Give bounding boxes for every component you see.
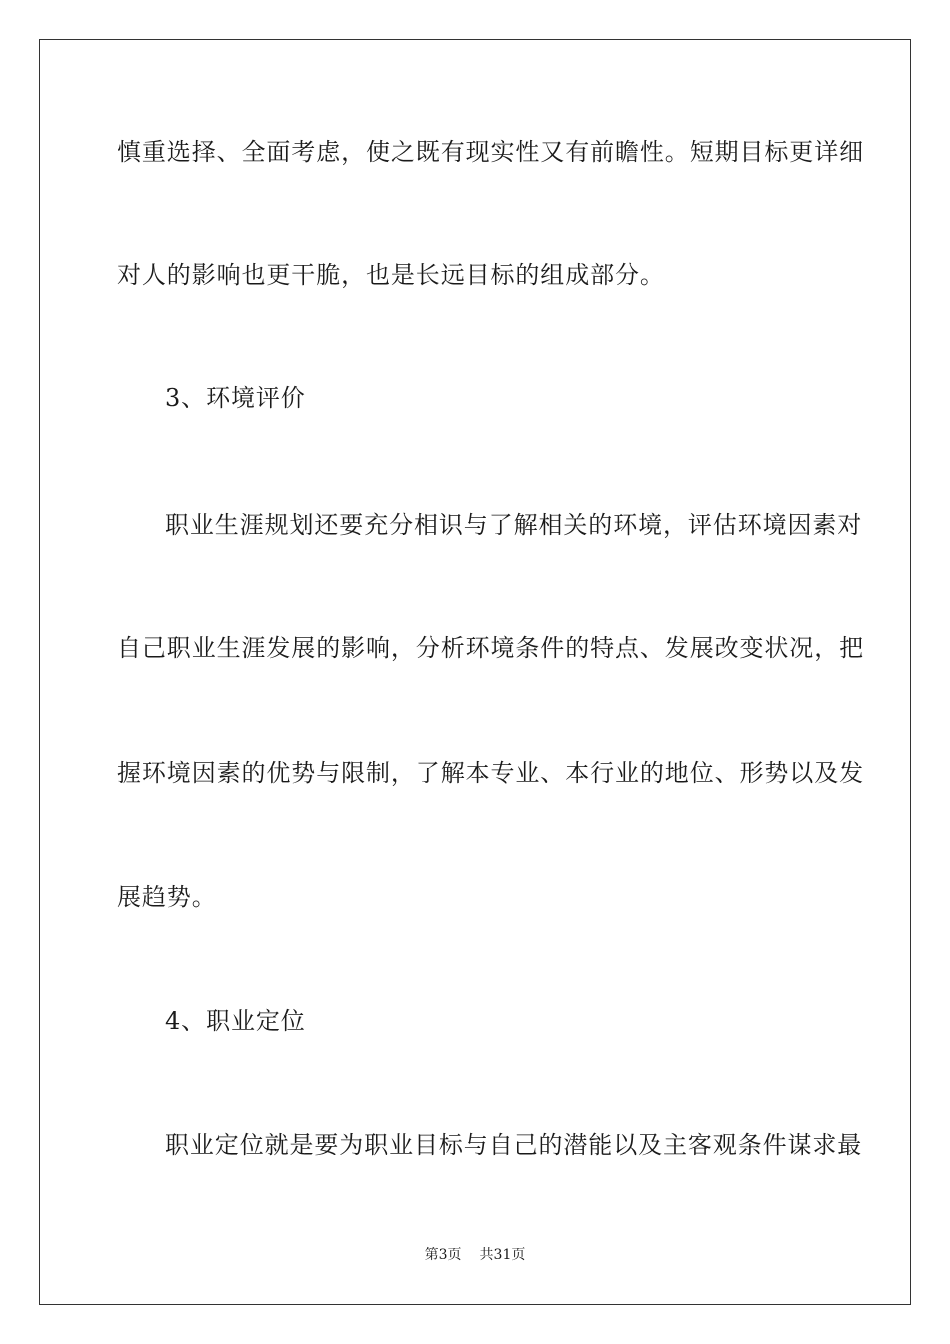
paragraph-line: 职业定位就是要为职业目标与自己的潜能以及主客观条件谋求最 <box>165 1131 863 1159</box>
section-heading-career-positioning: 4、职业定位 <box>165 1007 306 1035</box>
page-number: 第3页 <box>424 1247 462 1263</box>
page-footer <box>0 1246 950 1264</box>
total-pages: 共31页 <box>479 1247 526 1263</box>
paragraph-line: 自己职业生涯发展的影响，分析环境条件的特点、发展改变状况，把 <box>117 634 864 662</box>
section-heading-environment: 3、环境评价 <box>165 384 306 412</box>
paragraph-line: 握环境因素的优势与限制，了解本专业、本行业的地位、形势以及发 <box>117 759 864 787</box>
paragraph-line: 职业生涯规划还要充分相识与了解相关的环境，评估环境因素对 <box>165 511 863 539</box>
paragraph-line: 慎重选择、全面考虑，使之既有现实性又有前瞻性。短期目标更详细 <box>117 138 864 166</box>
paragraph-line: 对人的影响也更干脆，也是长远目标的组成部分。 <box>117 261 665 289</box>
paragraph-line: 展趋势。 <box>117 883 217 911</box>
page-border <box>39 39 911 1305</box>
